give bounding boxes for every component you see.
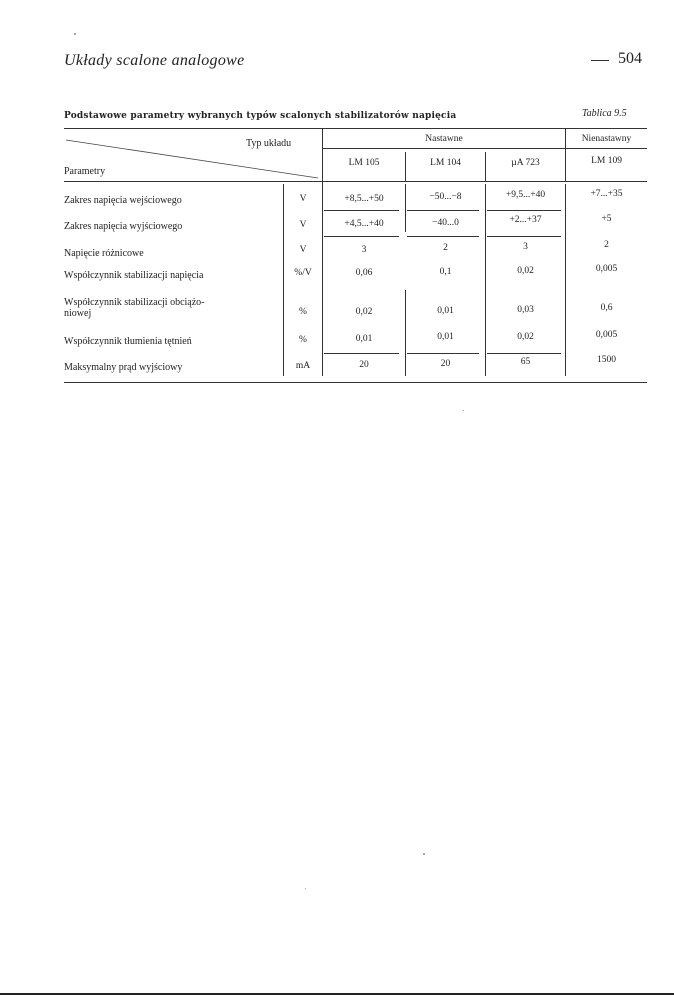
row-unit: % <box>299 335 307 345</box>
row-parameter-name-line1: Współczynnik stabilizacji obciążo- <box>64 297 205 308</box>
row-value: 0,06 <box>355 268 373 278</box>
group-header-fixed: Nienastawny <box>581 134 632 144</box>
row-parameter-name: Napięcie różnicowe <box>64 248 144 259</box>
row-value: 3 <box>361 245 367 255</box>
row-value: 0,1 <box>439 267 452 277</box>
row-value: 0,005 <box>595 264 618 274</box>
row-value: −40...0 <box>432 218 459 228</box>
row-unit: % <box>299 307 307 317</box>
row-value: 2 <box>443 243 448 253</box>
value-divider-3 <box>565 184 566 376</box>
model-header: LM 104 <box>430 158 461 168</box>
row-value: 0,6 <box>600 303 613 313</box>
row-value: 20 <box>359 360 369 370</box>
parameters-header: Parametry <box>64 166 106 177</box>
table-caption: Podstawowe parametry wybranych typów scalonych stabilizatorów napięcia <box>64 111 457 121</box>
row-value: 2 <box>604 240 609 250</box>
row-value: 65 <box>520 357 531 367</box>
value-rule <box>407 236 479 237</box>
row-unit: V <box>299 245 307 255</box>
table-bottom-rule <box>64 382 647 383</box>
scan-speck <box>463 410 464 411</box>
row-unit: V <box>299 194 307 204</box>
row-value: +5 <box>601 214 612 224</box>
row-value: 0,01 <box>437 332 454 342</box>
type-header: Typ układu <box>246 138 292 149</box>
header-group-rule <box>323 148 647 149</box>
row-unit: V <box>299 220 307 230</box>
row-value: +8,5...+50 <box>344 194 384 204</box>
row-value: 0,02 <box>517 266 534 276</box>
value-rule <box>324 353 399 354</box>
table-label: Tablica 9.5 <box>582 108 627 119</box>
value-rule <box>487 236 561 237</box>
row-value: 0,02 <box>355 307 373 317</box>
row-value: 0,01 <box>355 334 373 344</box>
value-divider-2 <box>485 184 486 376</box>
page-bottom-edge <box>0 993 674 995</box>
model-header: LM 105 <box>348 158 380 168</box>
model-header: µA 723 <box>511 158 540 168</box>
page-number: 504 <box>618 50 642 67</box>
table-top-rule <box>64 128 647 129</box>
row-value: 0,005 <box>595 330 618 340</box>
value-rule <box>487 353 561 354</box>
row-unit: %/V <box>294 268 312 278</box>
row-parameter-name-line2: niowej <box>64 308 92 319</box>
page-number-dash <box>591 60 609 61</box>
value-rule <box>324 236 399 237</box>
value-rule <box>487 210 561 211</box>
row-value: 0,01 <box>437 306 454 316</box>
row-value: 0,02 <box>517 332 534 342</box>
row-value: −50...−8 <box>429 192 462 202</box>
model-header: LM 109 <box>591 156 622 166</box>
value-rule <box>407 210 479 211</box>
value-rule <box>324 210 399 211</box>
scan-speck <box>74 33 76 35</box>
scan-speck <box>423 853 425 855</box>
row-value: +2...+37 <box>509 215 542 225</box>
section-title: Układy scalone analogowe <box>64 52 245 69</box>
row-value: 3 <box>523 242 528 252</box>
row-value: 20 <box>440 359 451 369</box>
row-value: +7...+35 <box>590 189 623 199</box>
row-value: 0,03 <box>517 305 534 315</box>
row-value: +9,5...+40 <box>505 190 546 200</box>
row-parameter-name: Zakres napięcia wyjściowego <box>64 221 183 232</box>
row-unit: mA <box>295 361 311 371</box>
unit-column-divider <box>283 184 284 376</box>
row-parameter-name: Współczynnik tłumienia tętnień <box>64 336 192 347</box>
scan-speck <box>305 888 306 889</box>
value-column-divider <box>322 184 323 376</box>
row-parameter-name: Maksymalny prąd wyjściowy <box>64 362 183 373</box>
row-parameter-name: Zakres napięcia wejściowego <box>64 195 182 206</box>
row-parameter-name: Współczynnik stabilizacji napięcia <box>64 270 204 281</box>
row-value: 1500 <box>597 355 616 365</box>
row-value: +4,5...+40 <box>344 219 384 229</box>
value-rule <box>407 353 479 354</box>
group-header-adjustable: Nastawne <box>425 134 463 144</box>
